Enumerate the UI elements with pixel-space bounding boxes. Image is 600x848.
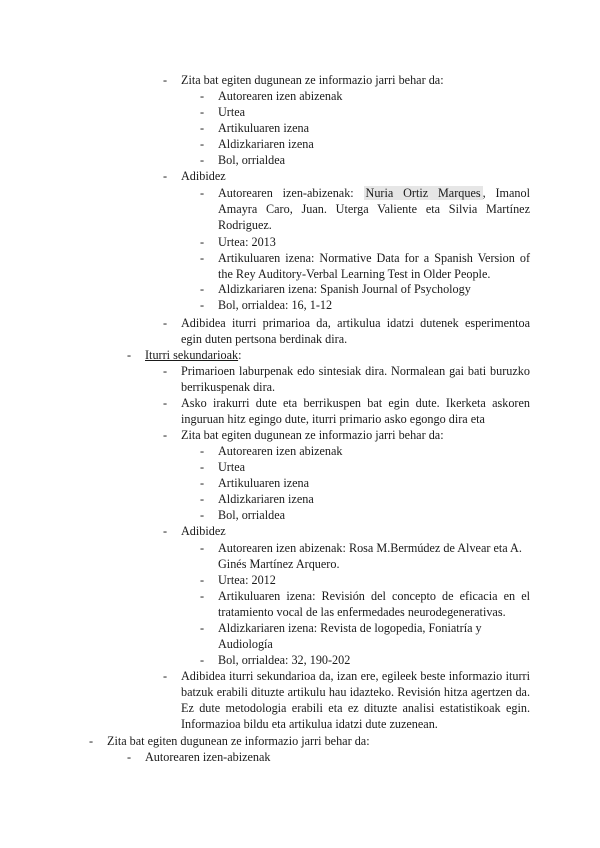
bullet-dash: -: [89, 734, 94, 748]
list-item: [200, 297, 530, 313]
bullet-dash: -: [200, 235, 205, 249]
bullet-dash: -: [163, 169, 168, 183]
list-item: [200, 588, 530, 620]
list-item: [200, 152, 530, 168]
example-note: Adibidea iturri primarioa da, artikulua idatzi dutenek esperimentoa egin duten pertsona berdinak dira.: [181, 316, 530, 346]
bullet-dash: -: [200, 573, 205, 587]
bullet-dash: -: [200, 589, 205, 603]
bullet-dash: -: [200, 621, 205, 635]
example-note: Adibidea iturri sekundarioa da, izan ere, egileek beste informazio iturri batzuk erabili dituzte artikulu hau idazteko. Revisión hitza agertzen da. Ez dute metodologia erabili eta ez dituzte analisi estatistikoak egin. Informazioa bildu eta artikulua idatzi dute zuzenean.: [181, 669, 530, 731]
info-heading: Zita bat egiten dugunean ze informazio jarri behar da:: [181, 428, 444, 442]
list-item: [163, 427, 533, 443]
list-item: [127, 749, 527, 765]
bullet-dash: -: [200, 89, 205, 103]
bullet-dash: -: [200, 251, 205, 265]
list-item: [200, 507, 530, 523]
secondary-desc: Asko irakurri dute eta berrikuspen bat egin dute. Ikerketa askoren inguruan hitz egingo dute, iturri primario asko egongo dira eta: [181, 396, 530, 426]
example-label: Adibidez: [181, 524, 226, 538]
example-authors: Autorearen izen abizenak: Rosa M.Bermúdez de Alvear eta A. Ginés Martínez Arquero.: [218, 541, 522, 571]
bullet-dash: -: [200, 105, 205, 119]
list-item: [127, 347, 527, 363]
info-heading: Zita bat egiten dugunean ze informazio jarri behar da:: [181, 73, 444, 87]
example-label: Adibidez: [181, 169, 226, 183]
list-item: [200, 136, 530, 152]
bullet-dash: -: [200, 476, 205, 490]
bullet-dash: -: [163, 316, 168, 330]
secondary-sources-link[interactable]: Iturri sekundarioak: [145, 348, 239, 362]
list-item: [163, 72, 533, 88]
bullet-dash: -: [200, 121, 205, 135]
bullet-dash: -: [200, 153, 205, 167]
info-item: Bol, orrialdea: [218, 508, 286, 522]
section-heading: [145, 347, 527, 363]
list-item: [200, 652, 530, 668]
list-item: [200, 443, 530, 459]
info-item: Urtea: [218, 460, 246, 474]
authors-highlight: Nuria Ortiz Marques: [365, 186, 481, 200]
bullet-dash: -: [200, 653, 205, 667]
list-item: [200, 540, 530, 572]
list-item: [200, 88, 530, 104]
list-item: [163, 315, 530, 347]
list-item: [163, 168, 533, 184]
example-year: Urtea: 2012: [218, 573, 276, 587]
example-title: Artikuluaren izena: Revisión del concepto de eficacia en el tratamiento vocal de las enfermedades neurodegenerativas.: [218, 589, 530, 619]
bullet-dash: -: [163, 364, 168, 378]
authors-rest: , Imanol Amayra Caro, Juan. Uterga Valiente eta Silvia Martínez Rodriguez.: [218, 186, 530, 232]
info-heading: Zita bat egiten dugunean ze informazio jarri behar da:: [107, 734, 370, 748]
bullet-dash: -: [200, 492, 205, 506]
bullet-dash: -: [200, 298, 205, 312]
bullet-dash: -: [127, 750, 132, 764]
list-item: [163, 395, 530, 427]
info-item: Aldizkariaren izena: [218, 492, 314, 506]
list-item: [200, 475, 530, 491]
heading-suffix: :: [238, 348, 242, 362]
bullet-dash: -: [163, 73, 168, 87]
bullet-dash: -: [163, 428, 168, 442]
list-item: [200, 250, 530, 282]
info-item: Autorearen izen-abizenak: [145, 750, 271, 764]
bullet-dash: -: [127, 348, 132, 362]
list-item: [163, 523, 533, 539]
list-item: [200, 104, 530, 120]
info-item: Artikuluaren izena: [218, 476, 310, 490]
info-item: Aldizkariaren izena: [218, 137, 314, 151]
info-item: Autorearen izen abizenak: [218, 89, 343, 103]
bullet-dash: -: [163, 396, 168, 410]
list-item: [200, 459, 530, 475]
example-year: Urtea: 2013: [218, 235, 276, 249]
bullet-dash: -: [163, 669, 168, 683]
bullet-dash: -: [163, 524, 168, 538]
info-item: Artikuluaren izena: [218, 121, 310, 135]
list-item: [200, 185, 530, 233]
example-authors: [218, 185, 530, 233]
info-item: Bol, orrialdea: [218, 153, 286, 167]
list-item: [200, 120, 530, 136]
example-title: Artikuluaren izena: Normative Data for a Spanish Version of the Rey Auditory-Verbal Learning Test in Older People.: [218, 251, 530, 281]
list-item: [200, 234, 530, 250]
secondary-desc: Primarioen laburpenak edo sintesiak dira. Normalean gai bati buruzko berrikuspenak dira.: [181, 364, 530, 394]
list-item: [200, 572, 530, 588]
bullet-dash: -: [200, 460, 205, 474]
info-item: Autorearen izen abizenak: [218, 444, 343, 458]
list-item: [163, 668, 530, 732]
list-item: [200, 491, 530, 507]
bullet-dash: -: [200, 541, 205, 555]
bullet-dash: -: [200, 282, 205, 296]
example-pages: Bol, orrialdea: 16, 1-12: [218, 298, 333, 312]
example-pages: Bol, orrialdea: 32, 190-202: [218, 653, 351, 667]
bullet-dash: -: [200, 508, 205, 522]
list-item: [163, 363, 530, 395]
example-journal: Aldizkariaren izena: Revista de logopedia, Foniatría y Audiología: [218, 621, 482, 651]
list-item: [200, 281, 530, 297]
example-journal: Aldizkariaren izena: Spanish Journal of Psychology: [218, 282, 471, 296]
bullet-dash: -: [200, 186, 205, 200]
list-item: [89, 733, 529, 749]
info-item: Urtea: [218, 105, 246, 119]
list-item: [200, 620, 530, 652]
bullet-dash: -: [200, 444, 205, 458]
authors-prefix: Autorearen izen-abizenak:: [218, 186, 354, 200]
bullet-dash: -: [200, 137, 205, 151]
